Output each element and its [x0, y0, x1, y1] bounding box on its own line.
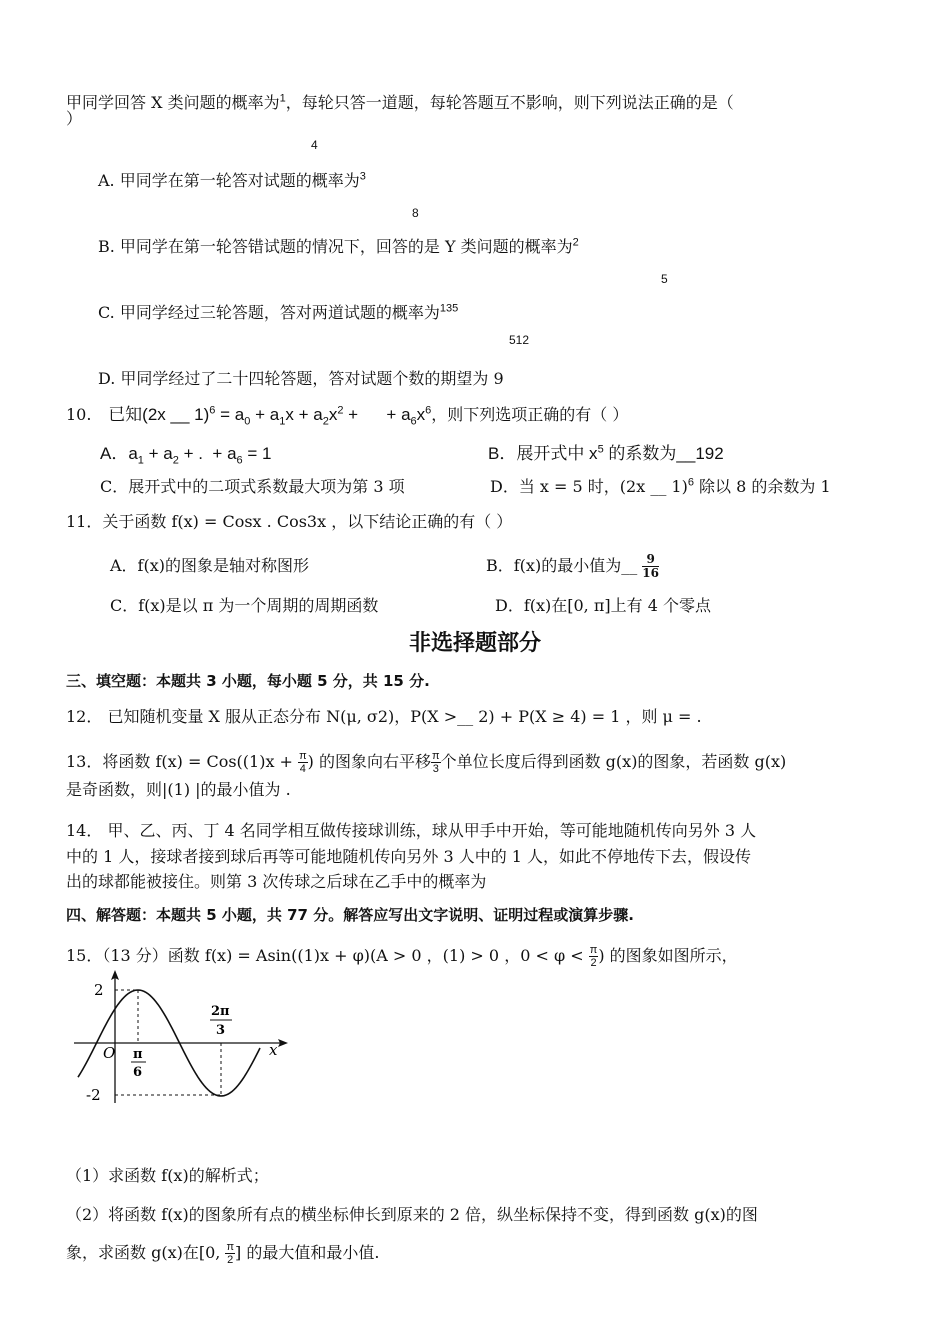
q10-option-c: C．展开式中的二项式系数最大项为第 3 项 [100, 477, 405, 496]
q15-part3: 象，求函数 g(x)在[0, $\frac{\pi}{2}$ ] 的最大值和最小值. [66, 1241, 380, 1266]
q15-part2: （2）将函数 f(x)的图象所有点的横坐标伸长到原来的 2 倍，纵坐标保持不变，得到函数 g(x)的图 [66, 1205, 758, 1224]
sine-graph [66, 968, 306, 1108]
q14-line3: 出的球都能被接住。则第 3 次传球之后球在乙手中的概率为 [66, 872, 487, 891]
q9-stem-end: ） [66, 109, 83, 128]
fraction-9-16: $\frac{9}{16}$ [642, 552, 659, 580]
q15-part1: （1）求函数 f(x)的解析式； [66, 1166, 269, 1185]
section-title: 非选择题部分 [408, 631, 541, 656]
q10-option-d: D．当 x = 5 时，(2x __ 1)$^6$ 除以 8 的余数为 1 [490, 476, 831, 496]
tick-pi-6-num: π [133, 1047, 143, 1062]
q13-line1: 13．将函数 f(x) = Cos((1)x + $\frac{\pi}{4}$ ) 的图象向右平移 $\frac{\pi}{3}$ 个单位长度后得到函数 g(x)的图象，若函数 g(x) [66, 750, 787, 775]
fraction-pi-2: $\frac{\pi}{2}$ [589, 944, 598, 969]
q9-option-d: D. 甲同学经过了二十四轮答题，答对试题个数的期望为 9 [98, 369, 504, 388]
section-3-heading: 三、填空题：本题共 3 小题，每小题 5 分，共 15 分. [66, 672, 430, 690]
q11-option-a: A．f(x)的图象是轴对称图形 [110, 556, 309, 575]
fraction-pi-2: $\frac{\pi}{2}$ [226, 1241, 235, 1266]
q11-option-d: D．f(x)在[0, π]上有 4 个零点 [495, 596, 711, 615]
q9-denominator: 4 [311, 138, 318, 152]
q11-stem: 11．关于函数 f(x) = Cosx . Cos3x ，以下结论正确的有（ ） [66, 512, 513, 531]
q11-option-b: B．f(x)的最小值为__ $\frac{9}{16}$ [486, 552, 659, 580]
fraction-pi-4: $\frac{\pi}{4}$ [299, 750, 307, 775]
x-axis-label: x [269, 1041, 278, 1059]
section-4-heading: 四、解答题：本题共 5 小题，共 77 分。解答应写出文字说明、证明过程或演算步骤. [66, 906, 634, 924]
q14-line2: 中的 1 人，接球者接到球后再等可能地随机传向另外 3 人中的 1 人，如此不停地传下去，假设传 [66, 847, 752, 866]
q10-stem: 10. 已知(2x __ $1)^6 = a_0 + a_1x + a_2x^2$ + + $a_6x^6$，则下列选项正确的有（ ） [66, 404, 629, 428]
q11-option-c: C．f(x)是以 π 为一个周期的周期函数 [110, 596, 379, 615]
q9-denominator: 512 [509, 333, 530, 347]
origin-label: O [103, 1044, 116, 1062]
q9-option-a: A. 甲同学在第一轮答对试题的概率为$^3$ [98, 170, 366, 190]
y-min-label: -2 [86, 1086, 101, 1104]
fraction-pi-3: $\frac{\pi}{3}$ [432, 750, 440, 775]
q12: 12． 已知随机变量 X 服从正态分布 N(μ, σ2)，P(X >__ 2) + P(X ≥ 4) = 1 ，则 μ = . [66, 707, 702, 726]
tick-2pi-3-den: 3 [216, 1023, 226, 1038]
q9-denominator: 5 [661, 272, 668, 286]
q9-option-c: C. 甲同学经过三轮答题，答对两道试题的概率为$^{135}$ [98, 302, 459, 322]
y-max-label: 2 [94, 981, 104, 999]
q10-option-a: A．$a_1 + a_2$ + . + $a_6 = 1$ [100, 444, 272, 467]
q9-stem: 甲同学回答 X 类问题的概率为$^1$，每轮只答一道题，每轮答题互不影响，则下列说法正确的是（ [66, 92, 734, 112]
q14-line1: 14． 甲、乙、丙、丁 4 名同学相互做传接球训练，球从甲手中开始，等可能地随机传向另外 3 人 [66, 821, 757, 840]
q9-option-b: B. 甲同学在第一轮答错试题的情况下，回答的是 Y 类问题的概率为$^2$ [98, 236, 579, 256]
tick-2pi-3-num: 2π [211, 1004, 230, 1019]
tick-pi-6-den: 6 [133, 1065, 143, 1080]
q15-stem: 15．（13 分）函数 f(x) = Asin((1)x + φ)(A > 0 ，(1) > 0 ，0 < φ < $\frac{\pi}{2}$ ) 的图象如图所示， [66, 944, 738, 969]
q10-option-b: B．展开式中 $x^5$ 的系数为__192 [488, 443, 724, 463]
q13-line2: 是奇函数，则|(1) |的最小值为 . [66, 780, 291, 799]
q9-denominator: 8 [412, 206, 419, 220]
